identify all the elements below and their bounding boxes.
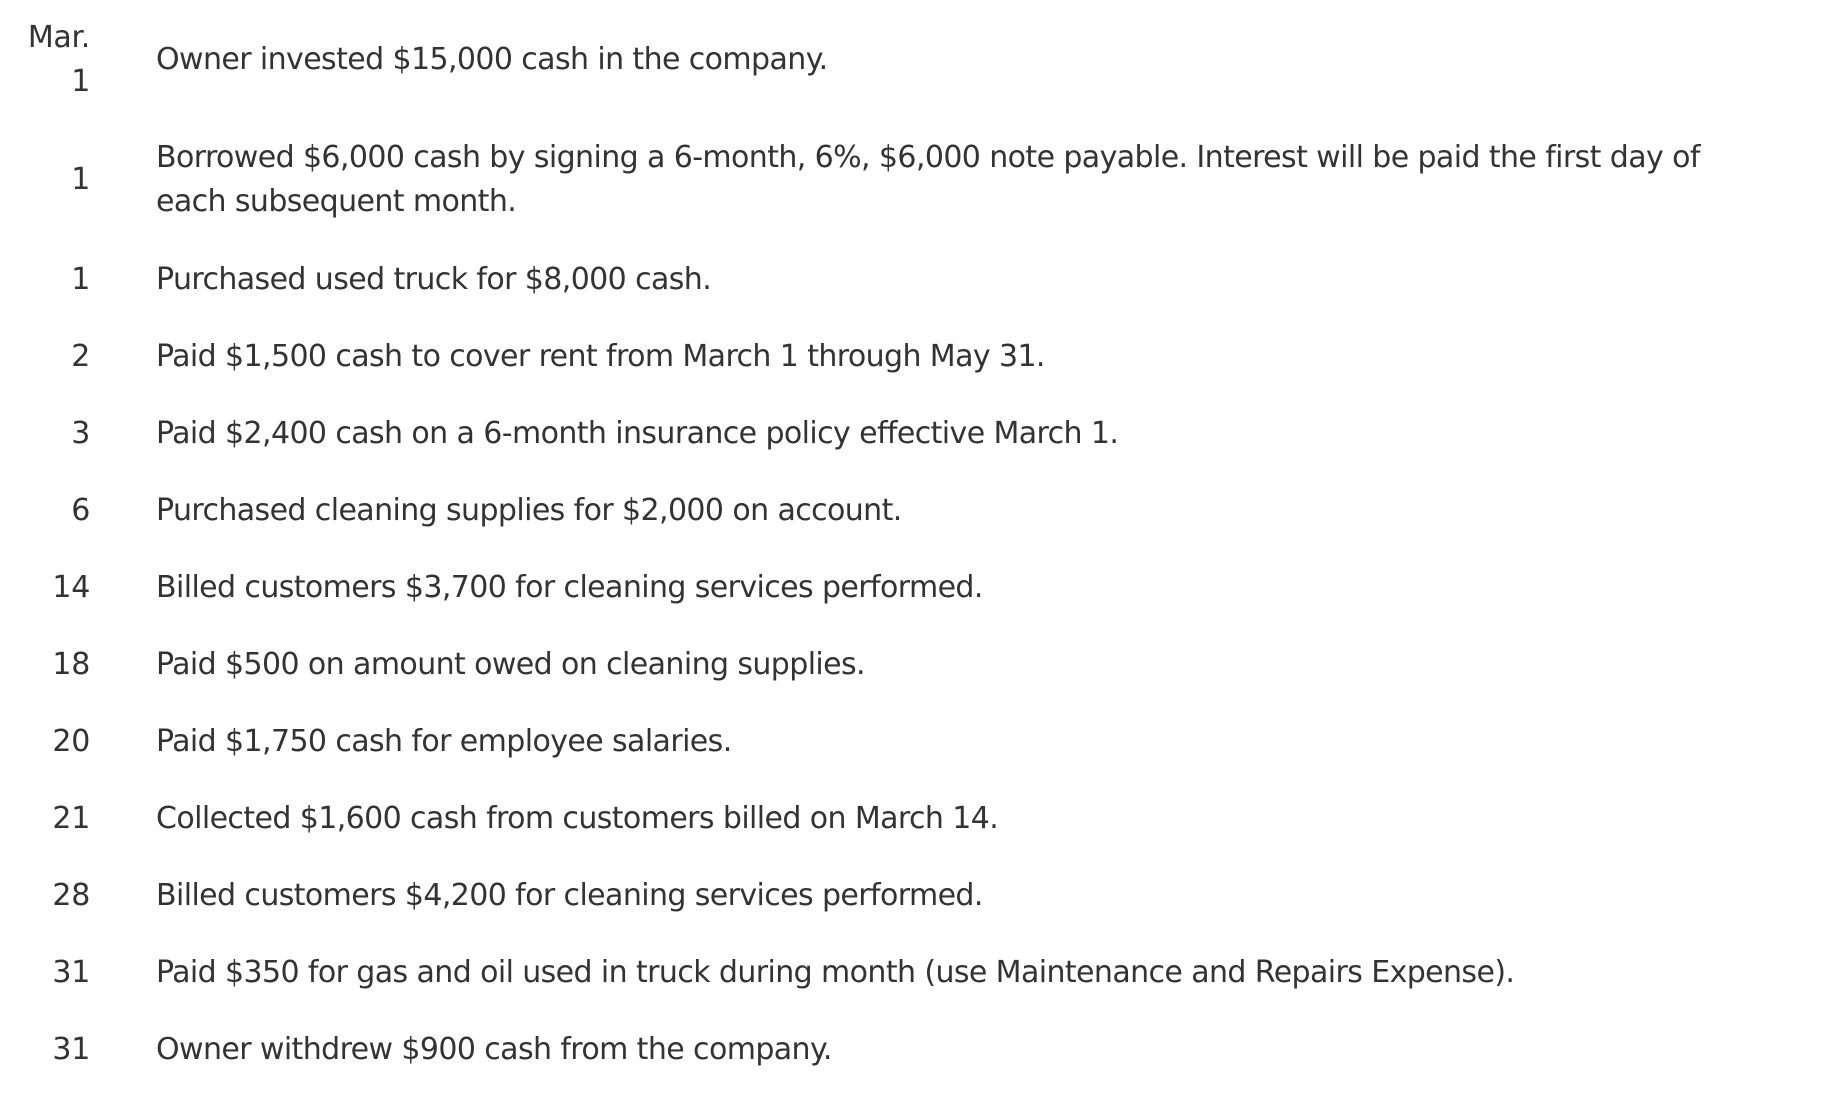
- transaction-description: Borrowed $6,000 cash by signing a 6-month, 6%, $6,000 note payable. Interest will be paid the first day of each subsequent month.: [156, 140, 1700, 219]
- transaction-day: 18: [52, 647, 90, 682]
- transaction-day: 21: [52, 801, 90, 836]
- transaction-description: Purchased used truck for $8,000 cash.: [156, 262, 712, 297]
- transaction-day: 14: [52, 570, 90, 605]
- transaction-description: Paid $500 on amount owed on cleaning supplies.: [156, 647, 865, 682]
- transaction-day: 31: [52, 1032, 90, 1067]
- transaction-day: 1: [71, 162, 90, 197]
- transaction-day: 1: [71, 64, 90, 99]
- transaction-description: Owner invested $15,000 cash in the company.: [156, 42, 828, 77]
- transaction-description: Owner withdrew $900 cash from the company.: [156, 1032, 832, 1067]
- transaction-day: 2: [71, 339, 90, 374]
- transaction-description: Paid $1,750 cash for employee salaries.: [156, 724, 732, 759]
- transaction-description: Collected $1,600 cash from customers billed on March 14.: [156, 801, 999, 836]
- transaction-description: Paid $1,500 cash to cover rent from March 1 through May 31.: [156, 339, 1045, 374]
- transaction-description: Billed customers $3,700 for cleaning services performed.: [156, 570, 983, 605]
- transaction-day: 20: [52, 724, 90, 759]
- transaction-description: Purchased cleaning supplies for $2,000 on account.: [156, 493, 902, 528]
- month-label: Mar.: [27, 20, 90, 55]
- transaction-day: 28: [52, 878, 90, 913]
- transaction-description: Billed customers $4,200 for cleaning services performed.: [156, 878, 983, 913]
- transaction-day: 31: [52, 955, 90, 990]
- transaction-description: Paid $2,400 cash on a 6-month insurance policy effective March 1.: [156, 416, 1119, 451]
- transaction-description: Paid $350 for gas and oil used in truck during month (use Maintenance and Repairs Expense).: [156, 955, 1515, 990]
- transaction-day: 6: [71, 493, 90, 528]
- transaction-day: 3: [71, 416, 90, 451]
- transaction-day: 1: [71, 262, 90, 297]
